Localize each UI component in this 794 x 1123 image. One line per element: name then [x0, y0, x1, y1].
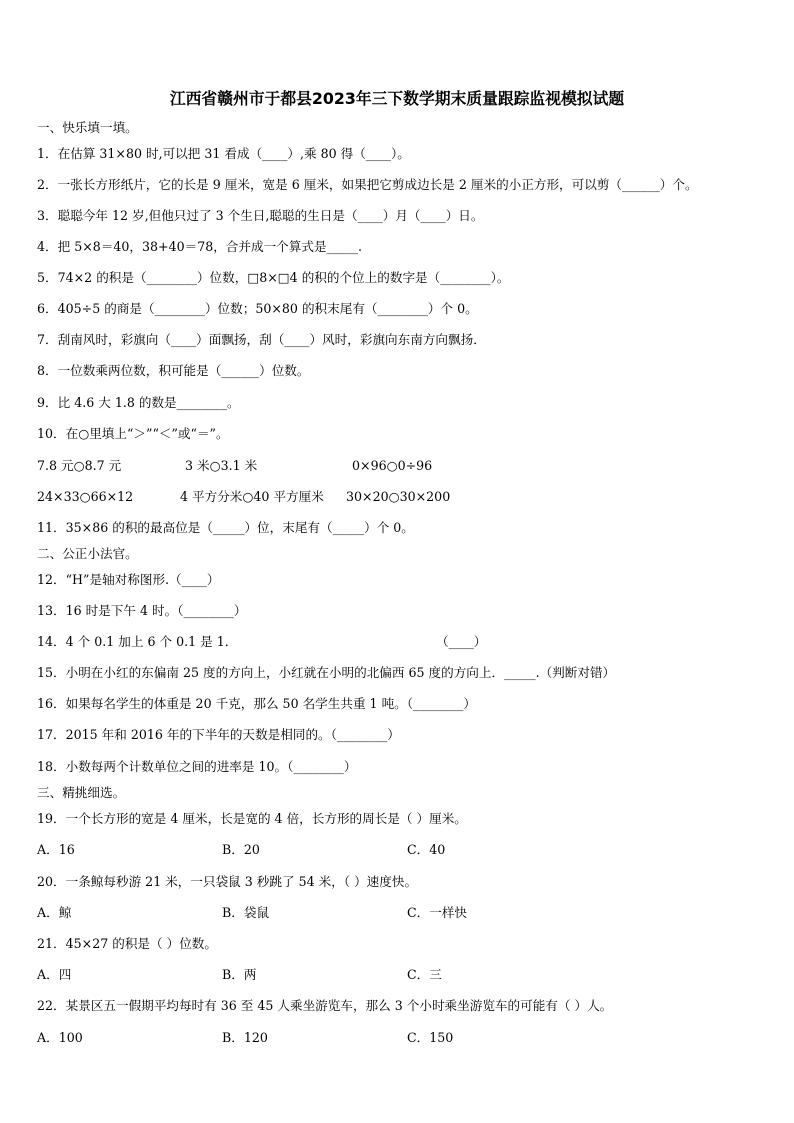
question-1: 1．在估算 31×80 时,可以把 31 看成（____）,乘 80 得（____）。: [37, 146, 410, 161]
question-15: 15．小明在小红的东偏南 25 度的方向上，小红就在小明的北偏西 65 度的方向上．_____.（判断对错）: [37, 665, 616, 680]
question-20: 20．一条鲸每秒游 21 米，一只袋鼠 3 秒跳了 54 米，（ ）速度快。: [37, 874, 418, 889]
q22-option-a: A．100: [37, 1030, 83, 1045]
question-18: 18．小数每两个计数单位之间的进率是 10。（________）: [37, 759, 357, 774]
q21-option-b: B．两: [222, 967, 257, 982]
q20-option-b: B．袋鼠: [222, 905, 270, 920]
q10-item: 0×96○0÷96: [352, 458, 433, 473]
question-6: 6．405÷5 的商是（________）位数；50×80 的积末尾有（________）个 0。: [37, 301, 478, 316]
q22-option-b: B．120: [222, 1030, 268, 1045]
question-9: 9．比 4.6 大 1.8 的数是________。: [37, 395, 240, 410]
q19-option-c: C．40: [407, 842, 446, 857]
question-11: 11．35×86 的积的最高位是（_____）位，末尾有（_____）个 0。: [37, 520, 414, 535]
q21-option-a: A．四: [37, 967, 72, 982]
q14-answer-blank: （____）: [436, 634, 487, 649]
section-heading-1: 一、快乐填一填。: [37, 120, 138, 135]
question-19: 19．一个长方形的宽是 4 厘米，长是宽的 4 倍，长方形的周长是（ ）厘米。: [37, 811, 467, 826]
question-2: 2．一张长方形纸片，它的长是 9 厘米，宽是 6 厘米，如果把它剪成边长是 2 厘米的小正方形，可以剪（______）个。: [37, 177, 698, 192]
question-21: 21．45×27 的积是（ ）位数。: [37, 936, 217, 951]
section-heading-2: 二、公正小法官。: [37, 546, 138, 561]
question-4: 4．把 5×8＝40，38+40＝78，合并成一个算式是_____.: [37, 239, 363, 254]
question-14: 14．4 个 0.1 加上 6 个 0.1 是 1．: [37, 634, 238, 649]
q20-option-c: C．一样快: [407, 905, 468, 920]
page-title: 江西省赣州市于都县2023年三下数学期末质量跟踪监视模拟试题: [169, 89, 625, 108]
question-12: 12．“H”是轴对称图形.（____）: [37, 572, 220, 587]
q10-item: 30×20○30×200: [346, 489, 451, 504]
q10-item: 4 平方分米○40 平方厘米: [180, 489, 324, 504]
question-3: 3．聪聪今年 12 岁,但他只过了 3 个生日,聪聪的生日是（____）月（____）日。: [37, 208, 484, 223]
section-heading-3: 三、精挑细选。: [37, 785, 126, 800]
q19-option-b: B．20: [222, 842, 260, 857]
question-7: 7．刮南风时，彩旗向（____）面飘扬，刮（____）风时，彩旗向东南方向飘扬．: [37, 332, 486, 347]
q20-option-a: A．鲸: [37, 905, 72, 920]
q10-item: 24×33○66×12: [37, 489, 134, 504]
question-8: 8．一位数乘两位数，积可能是（______）位数。: [37, 363, 310, 378]
q10-item: 7.8 元○8.7 元: [37, 458, 122, 473]
question-5: 5．74×2 的积是（________）位数，□8×□4 的积的个位上的数字是（________）。: [37, 270, 510, 285]
question-10: 10．在○里填上“＞”“＜”或“＝”。: [37, 426, 229, 441]
q19-option-a: A．16: [37, 842, 75, 857]
q21-option-c: C．三: [407, 967, 442, 982]
q22-option-c: C．150: [407, 1030, 454, 1045]
question-16: 16．如果每名学生的体重是 20 千克，那么 50 名学生共重 1 吨。（________）: [37, 696, 477, 711]
q10-item: 3 米○3.1 米: [185, 458, 258, 473]
question-22: 22．某景区五一假期平均每时有 36 至 45 人乘坐游览车，那么 3 个小时乘坐游览车的可能有（ ）人。: [37, 998, 613, 1013]
question-17: 17．2015 年和 2016 年的下半年的天数是相同的。（________）: [37, 727, 400, 742]
question-13: 13．16 时是下午 4 时。（________）: [37, 603, 247, 618]
